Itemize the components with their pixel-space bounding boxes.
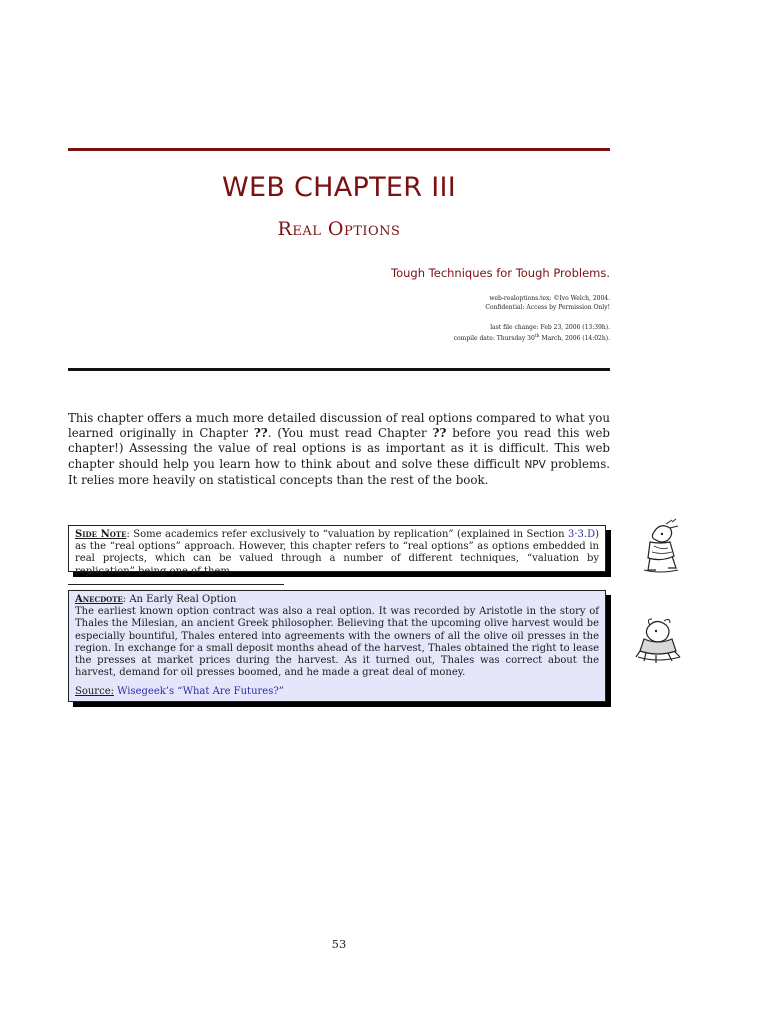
side-note-text-2: ) as the “real options” approach. However, this chapter refers to “real options” as options embedded in real projects, which can be valued through a number of different techniques, “valuation by replication” being one of them. bbox=[75, 529, 599, 577]
chapter-title: WEB CHAPTER III bbox=[221, 172, 457, 203]
anecdote-source bbox=[75, 686, 599, 698]
meta-confidential: Confidential: Access by Permission Only! bbox=[485, 304, 610, 311]
meta-last-change: last file change: Feb 23, 2006 (13:39h). bbox=[490, 324, 610, 331]
npv-abbrev: NPV bbox=[524, 458, 546, 471]
side-note-text-1: : Some academics refer exclusively to “valuation by replication” (explained in Section bbox=[126, 529, 568, 540]
chapter-tagline: Tough Techniques for Tough Problems. bbox=[391, 266, 610, 280]
intro-text-2: . (You must read Chapter bbox=[267, 426, 433, 441]
intro-text-3: before you read this web chapter!) Assessing the value of real options is as important as it is difficult. This web chapter should help you learn how to think about and solve these difficult bbox=[68, 426, 610, 471]
side-note-label: Side Note bbox=[75, 529, 127, 540]
page-number: 53 bbox=[331, 937, 347, 951]
meta-file: web-realoptions.tex: ©Ivo Welch, 2004. bbox=[489, 295, 610, 302]
anecdote-box bbox=[68, 590, 606, 702]
meta-compile-sup: th bbox=[534, 334, 540, 339]
chapter-ref-1[interactable]: ?? bbox=[253, 426, 268, 441]
meta-compile-post: March, 2006 (14:02h). bbox=[539, 335, 610, 342]
source-label: Source: bbox=[75, 686, 114, 698]
storyteller-icon bbox=[634, 617, 684, 669]
anecdote-heading bbox=[75, 594, 599, 606]
separator-line bbox=[68, 584, 284, 585]
meta-compile-date bbox=[454, 332, 610, 343]
intro-text-4: problems. It relies more heavily on statistical concepts than the rest of the book. bbox=[68, 456, 610, 487]
intro-text-1: This chapter offers a much more detailed discussion of real options compared to what you learned originally in Chapter bbox=[68, 411, 610, 441]
file-meta bbox=[485, 294, 610, 312]
intro-paragraph bbox=[68, 411, 610, 488]
thinking-man-icon bbox=[636, 518, 684, 580]
source-link[interactable]: Wisegeek’s “What Are Futures?” bbox=[113, 686, 284, 698]
bottom-rule bbox=[68, 368, 610, 371]
meta-compile-pre: compile date: Thursday 30 bbox=[453, 335, 535, 342]
chapter-subtitle: Real Options bbox=[277, 218, 401, 240]
side-note-box bbox=[68, 525, 606, 577]
anecdote-label: Anecdote bbox=[75, 594, 123, 605]
date-meta bbox=[454, 323, 610, 343]
chapter-ref-2[interactable]: ?? bbox=[432, 426, 447, 441]
anecdote-title: : An Early Real Option bbox=[122, 594, 237, 605]
anecdote-body: The earliest known option contract was also a real option. It was recorded by Aristotle in the story of Thales the Milesian, an ancient Greek philosopher. Believing that the upcoming olive harvest would be especially bountiful, Thales entered into agreements with the owners of all the olive oil presses in the region. In exchange for a small deposit months ahead of the harvest, Thales obtained the right to lease the presses at market prices during the harvest. As it turned out, Thales was correct about the harvest, demand for oil presses boomed, and he made a great deal of money. bbox=[75, 606, 599, 679]
top-rule bbox=[68, 148, 610, 151]
section-ref-link[interactable]: 3·3.D bbox=[567, 529, 596, 540]
